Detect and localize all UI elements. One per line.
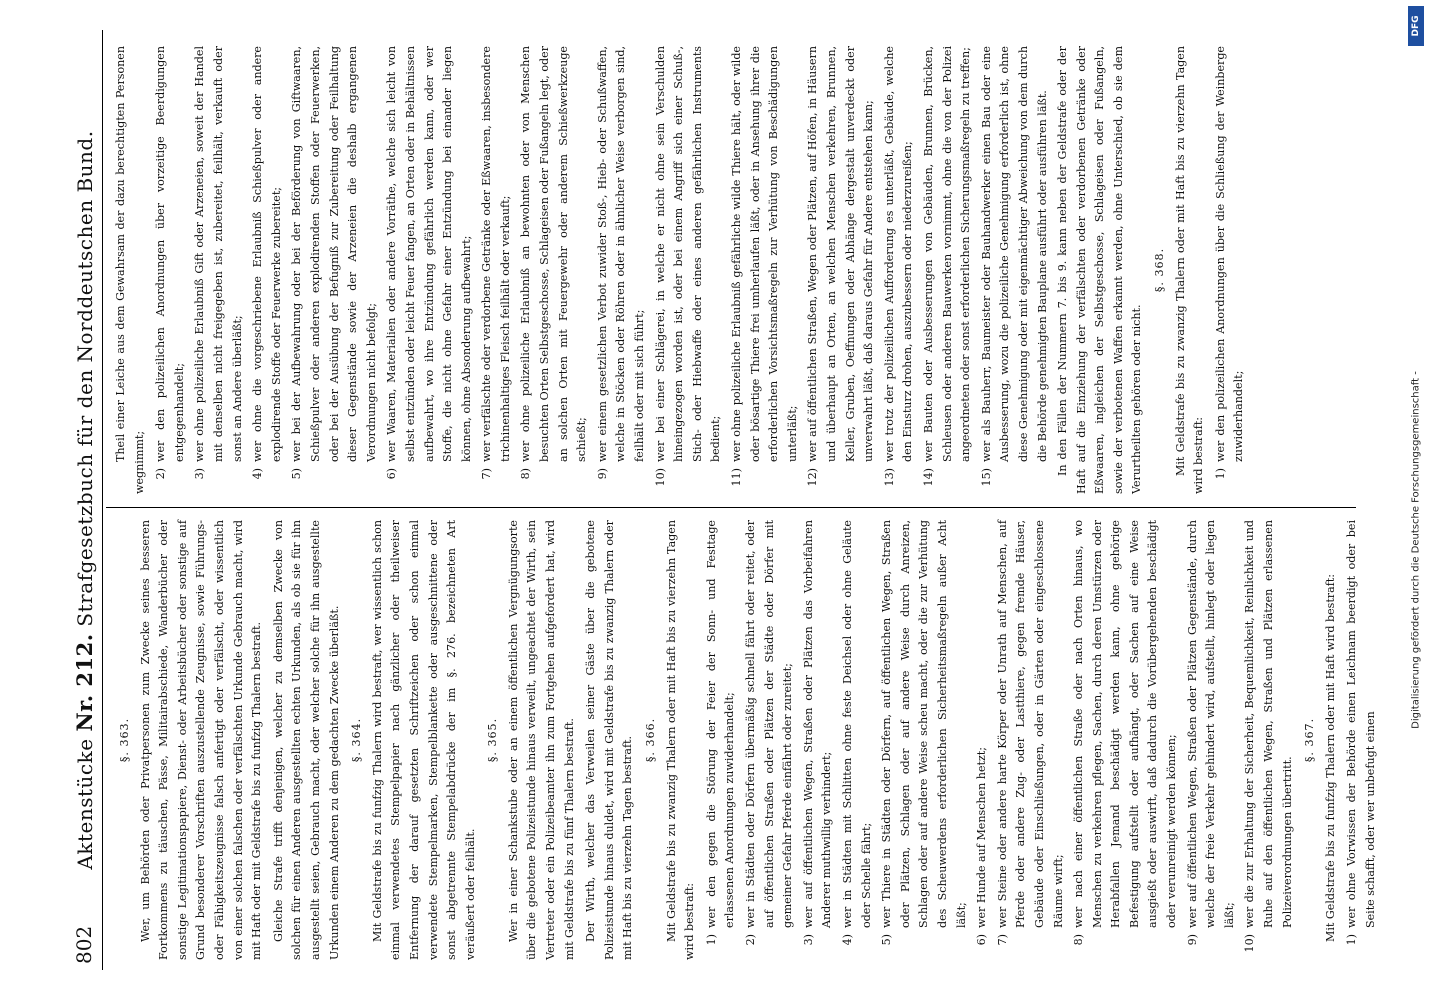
item-text: wer nach einer öffentlichen Straße oder nach Orten hinaus, wo Menschen zu verkehren pflegen, Sachen, durch deren Umstürzen oder Herabfallen Jemand beschädigt werden kann, ohne gehörige Befestigung aufstellt oder aufhängt, oder Sachen auf eine Weise ausgießt oder auswirft, daß dadurch die Vorübergehenden beschädigt oder verunreinigt werden können; xyxy=(1072,520,1179,928)
item-text: wer Hunde auf Menschen hetzt; xyxy=(975,746,989,928)
list-item xyxy=(652,46,726,494)
item-text: wer trotz der polizeilichen Aufforderung es unterläßt, Gebäude, welche den Einsturz drohen, auszubessern oder niederzureißen; xyxy=(882,46,915,462)
list-item xyxy=(1343,520,1380,960)
section-365-text-2: Der Wirth, welcher das Verweilen seiner Gäste über die gebotene Polizeistunde hinaus duldet, wird mit Geldstrafe bis zu zwanzig Thalern oder mit Haft bis zu vierzehn Tagen bestraft. xyxy=(584,520,635,960)
list-item xyxy=(804,46,878,494)
item-number: 8) xyxy=(1072,934,1086,946)
page-number: 802 xyxy=(72,925,96,964)
item-number: 13) xyxy=(882,468,896,487)
item-text: wer auf öffentlichen Straßen, Wegen oder Plätzen, auf Höfen, in Häusern und überhaupt an Orten, an welchen Menschen verkehren, Brunnen, Keller, Gruben, Oeffnungen oder Abhänge dergestalt unverdeckt oder unverwahrt läßt, daß daraus Gefahr für Andere entstehen kann; xyxy=(806,46,876,462)
section-heading-365: §. 365. xyxy=(486,717,500,763)
list-item xyxy=(973,520,992,960)
list-item xyxy=(920,46,976,494)
item-text: wer auf öffentlichen Wegen, Straßen oder Plätzen das Vorbeifahren Anderer muthwillig verhindert; xyxy=(801,520,834,928)
item-number: 10) xyxy=(1243,934,1257,953)
section-heading-367: §. 367. xyxy=(1303,717,1317,763)
item-number: 5) xyxy=(290,468,304,480)
item-number: 11) xyxy=(730,468,743,487)
list-item xyxy=(383,46,476,494)
list-item xyxy=(594,46,650,494)
list-item xyxy=(839,520,876,960)
section-364-text: Mit Geldstrafe bis zu funfzig Thalern wird bestraft, wer wissentlich schon einmal verwendetes Stempelpapier nach gänzlicher oder theilweiser Entfernung der darauf gesetzten Schriftzeichen oder schon einmal verwendete Stempelmarken, Stempelblankette oder ausgeschnittene oder sonst abgetrennte Stempelabdrücke der im §. 276. bezeichneten Art veräußert oder feilhält. xyxy=(370,520,477,960)
list-item xyxy=(152,46,189,494)
list-item xyxy=(1212,46,1249,494)
item-text: wer ohne polizeiliche Erlaubniß an bewohnten oder von Menschen besuchten Orten Selbstgeschosse, Schlageisen oder Fußangeln legt, oder an solchen Orten mit Feuergewehr oder anderem Schießwerkzeuge schießt; xyxy=(519,46,589,462)
continuation-text: Theil einer Leiche aus dem Gewahrsam der dazu berechtigten Personen wegnimmt; xyxy=(114,46,146,494)
section-heading-363: §. 363. xyxy=(118,717,131,763)
item-number: 3) xyxy=(801,934,815,946)
list-item xyxy=(978,46,1052,494)
item-text: wer in Städten oder Dörfern übermäßig schnell fährt oder reitet, oder auf öffentlichen Straßen oder Plätzen der Städte oder Dörfer mit gemeiner Gefahr Pferde einfährt oder zureitet; xyxy=(744,520,795,928)
item-text: wer Waaren, Materialien oder andere Vorräthe, welche sich leicht von selbst entzünden oder leicht Feuer fangen, an Orten oder in Behältnissen aufbewahrt, wo ihre Entzündung gefährlich werden kann, oder wer Stoffe, die nicht ohne Gefahr einer Entzündung bei einander liegen können, ohne Absonderung aufbewahrt; xyxy=(385,46,473,462)
item-number: 6) xyxy=(975,934,989,946)
item-text: wer auf öffentlichen Wegen, Straßen oder Plätzen Gegenstände, durch welche der freie Verkehr gehindert wird, aufstellt, hinlegt oder liegen läßt; xyxy=(1185,520,1236,928)
section-363-text: Wer, um Behörden oder Privatpersonen zum Zwecke seines besseren Fortkommens zu täuschen, Pässe, Militairabschiede, Wanderbücher oder sonstige Legitimationspapiere, Dienst- oder Arbeitsbücher oder sonstige auf Grund besonderer Vorschriften auszustellende Zeugnisse, sowie Führungs- oder Fähigkeitszeugnisse falsch anfertigt oder verfälscht, oder wissentlich von einer solchen falschen oder verfälschten Urkunde Gebrauch macht, wird mit Haft oder mit Geldstrafe bis zu funfzig Thalern bestraft. xyxy=(138,520,264,960)
section-365-text: Wer in einer Schankstube oder an einem öffentlichen Vergnügungsorte über die gebotene Polizeistunde hinaus verweilt, ungeachtet der Wirth, sein Vertreter oder ein Polizeibeamter ihn zum Fortgehen aufgefordert hat, wird mit Geldstrafe bis zu fünf Thalern bestraft. xyxy=(506,520,576,960)
title-number: Nr. 212. xyxy=(72,633,97,732)
title-right: Strafgesetzbuch für den Norddeutschen Bund. xyxy=(73,130,97,627)
item-number: 4) xyxy=(251,468,265,480)
item-number: 2) xyxy=(154,468,168,480)
list-item xyxy=(800,520,837,960)
right-column xyxy=(112,46,1348,494)
item-number: 3) xyxy=(193,468,207,480)
item-number: 10) xyxy=(653,468,667,487)
item-text: wer den polizeilichen Anordnungen über die Schließung der Weinberge zuwiderhandelt; xyxy=(1213,46,1246,462)
item-text: wer in Städten mit Schlitten ohne feste Deichsel oder ohne Geläute oder Schelle fährt; xyxy=(840,520,873,928)
item-text: wer Bauten oder Ausbesserungen von Gebäuden, Brunnen, Brücken, Schleusen oder anderen Bauwerken vornimmt, ohne die von der Polizei angeordneten oder sonst erforderlichen Sicherungsmaßregeln zu treffen; xyxy=(921,46,973,462)
list-item xyxy=(249,46,286,494)
item-number: 7) xyxy=(995,934,1009,946)
digitization-sidebar xyxy=(1402,0,1430,1000)
item-number: 7) xyxy=(480,468,494,480)
item-number: 9) xyxy=(595,468,609,480)
document-page xyxy=(66,30,1377,970)
title-left: Aktenstücke xyxy=(73,738,97,870)
list-item xyxy=(1184,520,1240,960)
item-text: wer als Bauherr, Baumeister oder Bauhandwerker einen Bau oder eine Ausbesserung, wozu die polizeiliche Genehmigung erforderlich ist, ohne diese Genehmigung oder mit eigenmächtiger Abweichung von dem durch die Behörde genehmigten Bauplane ausführt oder ausführen läßt. xyxy=(979,46,1049,462)
left-column xyxy=(112,520,1377,960)
item-text: wer ohne polizeiliche Erlaubniß gefährliche wilde Thiere hält, oder wilde oder bösartige Thiere frei umherlaufen läßt, oder in Ansehung ihrer die erforderlichen Vorsichtsmaßregeln zur Verhütung von Beschädigungen unterläßt; xyxy=(730,46,799,462)
section-heading-366: §. 366. xyxy=(644,717,658,763)
page-title xyxy=(72,30,97,970)
dfg-logo xyxy=(1408,6,1424,46)
list-item xyxy=(191,46,247,494)
page-header xyxy=(66,30,103,970)
section-heading-368: §. 368. xyxy=(1153,247,1167,293)
section-367-list xyxy=(152,46,1052,494)
item-number: 15) xyxy=(979,468,993,487)
list-item xyxy=(728,46,802,494)
section-367-intro: Mit Geldstrafe bis zu funfzig Thalern oder mit Haft wird bestraft: xyxy=(1323,573,1337,942)
item-text: wer den gegen die Störung der Feier der Sonn- und Festtage erlassenen Anordnungen zuwiderhandelt; xyxy=(704,520,737,928)
item-text: wer Steine oder andere harte Körper oder Unrath auf Menschen, auf Pferde oder andere Zug- oder Lastthiere, gegen fremde Häuser, Gebäude oder Einschließungen, oder in Gärten oder eingeschlossene Räume wirft; xyxy=(995,520,1065,928)
item-number: 4) xyxy=(840,934,854,946)
item-text: wer ohne die vorgeschriebene Erlaubniß Schießpulver oder andere explodirende Stoffe oder Feuerwerke zubereitet; xyxy=(251,46,283,462)
list-item xyxy=(1241,520,1297,960)
section-368-intro: Mit Geldstrafe bis zu zwanzig Thalern oder mit Haft bis zu vierzehn Tagen wird bestraft: xyxy=(1173,46,1206,494)
list-item xyxy=(1070,520,1182,960)
item-number: 8) xyxy=(519,468,533,480)
list-item xyxy=(994,520,1068,960)
section-366-intro: Mit Geldstrafe bis zu zwanzig Thalern oder mit Haft bis zu vierzehn Tagen wird bestraft: xyxy=(664,520,697,960)
section-363-text-2: Gleiche Strafe trifft denjenigen, welcher zu demselben Zwecke von solchen für einen Anderen ausgestellten echten Urkunden, als ob sie für ihn ausgestellt seien, Gebrauch macht, oder welcher solche für ihn ausgestellte Urkunden einem Anderen zu dem gedachten Zwecke überläßt. xyxy=(271,520,341,960)
section-366-list xyxy=(703,520,1297,960)
item-number: 2) xyxy=(744,934,757,946)
list-item xyxy=(703,520,740,960)
item-number: 14) xyxy=(921,468,935,487)
item-number: 1) xyxy=(704,934,718,946)
item-number: 12) xyxy=(806,468,820,487)
item-text: wer den polizeilichen Anordnungen über vorzeitige Beerdigungen entgegenhandelt; xyxy=(154,46,186,462)
list-item xyxy=(881,46,918,494)
list-item xyxy=(517,46,591,494)
item-text: wer die zur Erhaltung der Sicherheit, Bequemlichkeit, Reinlichkeit und Ruhe auf den öffentlichen Wegen, Straßen und Plätzen erlassenen Polizeiverordnungen übertritt. xyxy=(1243,520,1294,928)
list-item xyxy=(878,520,971,960)
item-number: 1) xyxy=(1345,934,1359,946)
digitization-credit: Digitalisierung gefördert durch die Deutsche Forschungsgemeinschaft - xyxy=(1410,371,1422,729)
item-number: 1) xyxy=(1213,468,1227,480)
column-divider xyxy=(106,507,1356,508)
item-text: wer verfälschte oder verdorbene Getränke oder Eßwaaren, insbesondere trichinenhaltiges Fleisch feilhält oder verkauft; xyxy=(480,46,512,462)
dfg-logo-text: DFG xyxy=(1411,15,1421,37)
item-text: wer bei einer Schlägerei, in welche er nicht ohne sein Verschulden hineingezogen worden ist, oder bei einem Angriff sich einer Schuß-, Stich- oder Hiebwaffe oder eines anderen gefährlichen Instruments bedient; xyxy=(653,46,723,462)
item-text: wer ohne Vorwissen der Behörde einen Leichnam beerdigt oder bei Seite schafft, oder wer unbefugt einen xyxy=(1345,520,1377,928)
item-number: 9) xyxy=(1185,934,1199,946)
section-367-closing: In den Fällen der Nummern 7. bis 9. kann neben der Geldstrafe oder der Haft auf die Einziehung der verfälschten oder verdorbenen Getränke oder Eßwaaren, ingleichen der Selbstgeschosse, Schlageisen oder Fußangeln, sowie der verbotenen Waffen erkannt werden, ohne Unterschied, ob sie dem Verurtheilten gehören oder nicht. xyxy=(1056,46,1144,494)
list-item xyxy=(288,46,381,494)
item-text: wer einem gesetzlichen Verbot zuwider Stoß-, Hieb- oder Schußwaffen, welche in Stöcken oder Röhren oder in ähnlicher Weise verborgen sind, feilhält oder mit sich führt; xyxy=(595,46,647,462)
item-text: wer Thiere in Städten oder Dörfern, auf öffentlichen Wegen, Straßen oder Plätzen, Schlagen oder auf andere Weise durch Anreizen, Schlagen oder auf andere Weise scheu macht, oder die zur Verhütung des Scheuwerdens erforderlichen Sicherheitsmaßregeln außer Acht läßt; xyxy=(880,520,968,928)
item-text: wer ohne polizeiliche Erlaubniß Gift oder Arzeneien, soweit der Handel mit denselben nicht freigegeben ist, zubereitet, feilhält, verkauft oder sonst an Andere überläßt; xyxy=(193,46,244,462)
list-item xyxy=(742,520,798,960)
section-heading-364: §. 364. xyxy=(350,717,364,763)
item-number: 6) xyxy=(385,468,399,480)
item-number: 5) xyxy=(880,934,894,946)
item-text: wer bei der Aufbewahrung oder bei der Beförderung von Giftwaaren, Schießpulver oder anderen explodirenden Stoffen oder Feuerwerken, oder bei der Ausübung der Befugniß zur Zubereitung oder Feilhaltung dieser Gegenstände sowie der Arzeneien die deshalb ergangenen Verordnungen nicht befolgt; xyxy=(290,46,378,462)
list-item xyxy=(478,46,515,494)
